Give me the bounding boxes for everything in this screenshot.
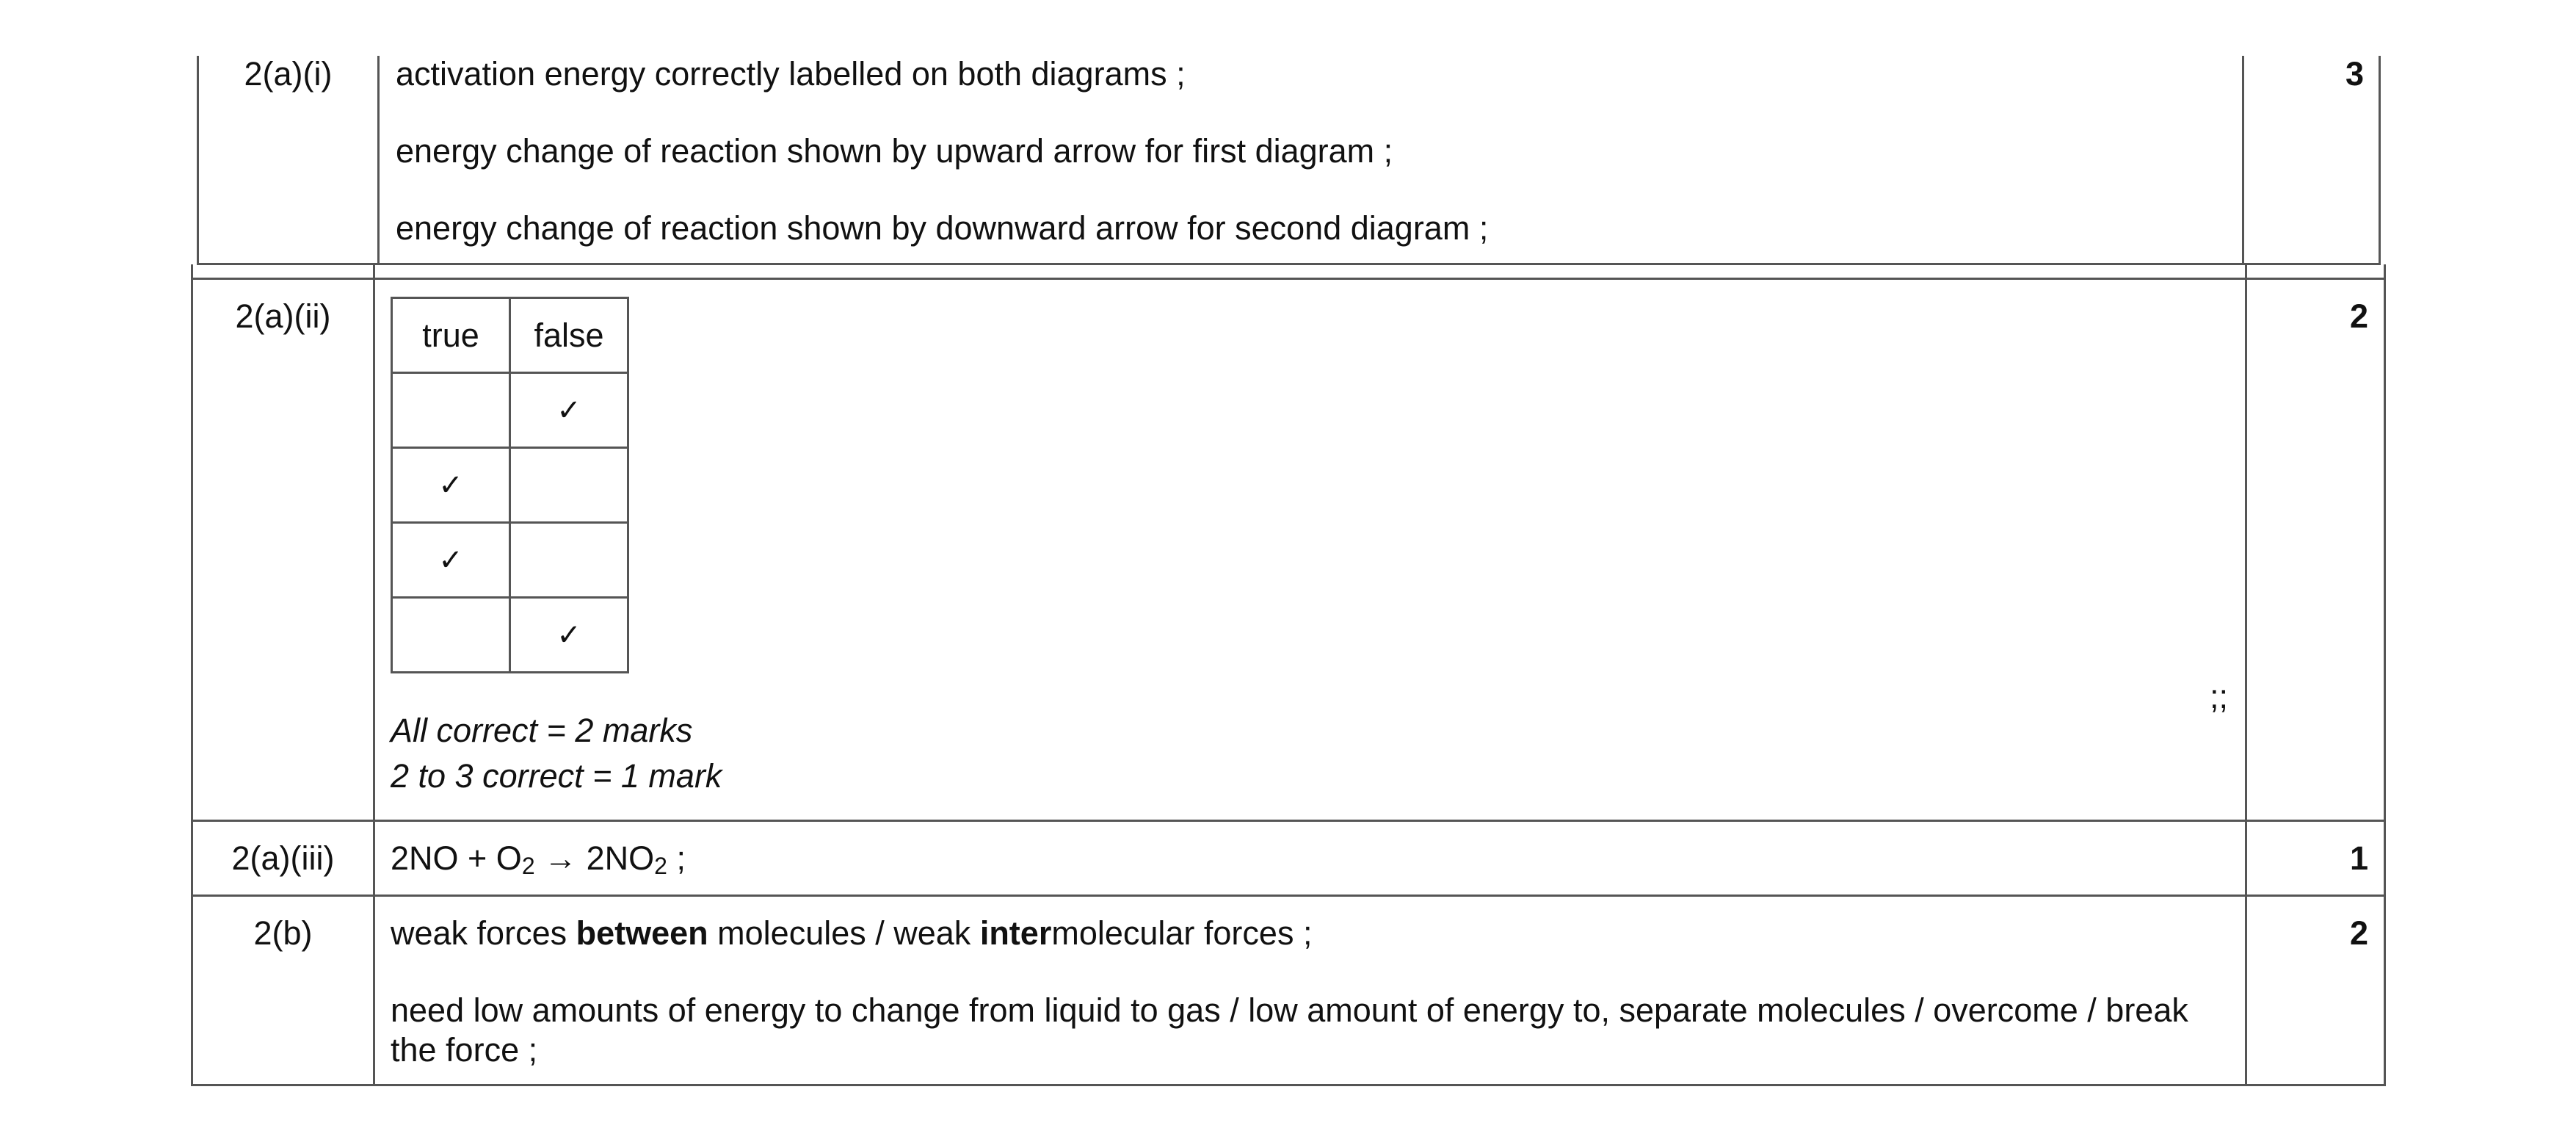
equation-subscript: 2 bbox=[654, 853, 667, 879]
answer-line-2-continued: the force ; bbox=[391, 1031, 538, 1069]
sep-right-tick bbox=[2384, 264, 2386, 279]
bold-run: inter bbox=[979, 914, 1052, 952]
row3-bottom-border bbox=[191, 895, 2386, 897]
row2-bottom-border bbox=[191, 820, 2386, 822]
true-cell bbox=[392, 598, 510, 673]
true-false-table bbox=[391, 297, 629, 673]
marks: 3 bbox=[2345, 55, 2364, 93]
mark-note-2: 2 to 3 correct = 1 mark bbox=[391, 757, 722, 795]
bold-run: between bbox=[576, 914, 708, 952]
row4-bottom-border bbox=[191, 1084, 2386, 1086]
rows-right-border bbox=[2384, 278, 2386, 1086]
sep-col2-tick bbox=[2245, 264, 2247, 279]
text-run: molecules / weak bbox=[708, 914, 980, 952]
answer-line-1: activation energy correctly labelled on both diagrams ; bbox=[396, 55, 1186, 93]
table-row bbox=[392, 373, 628, 448]
equation-part: 2NO + O bbox=[391, 839, 522, 877]
header-true: true bbox=[392, 298, 510, 373]
answer-line-2: need low amounts of energy to change from liquid to gas / low amount of energy to, separate molecules / overcome / break bbox=[391, 991, 2188, 1029]
question-number: 2(b) bbox=[253, 914, 313, 952]
chemical-equation bbox=[391, 839, 686, 878]
row1-col2-divider bbox=[2242, 56, 2244, 264]
table-row bbox=[392, 448, 628, 523]
answer-line-2: energy change of reaction shown by upward arrow for first diagram ; bbox=[396, 132, 1393, 170]
row1-bottom-border bbox=[197, 263, 2381, 265]
equation-part: → 2NO bbox=[534, 839, 655, 877]
marks: 2 bbox=[2349, 914, 2368, 952]
false-cell bbox=[510, 448, 628, 523]
marks: 1 bbox=[2349, 839, 2368, 877]
true-cell: ✓ bbox=[392, 448, 510, 523]
false-cell: ✓ bbox=[510, 598, 628, 673]
mark-note-1: All correct = 2 marks bbox=[391, 712, 693, 749]
semicolons: ;; bbox=[2210, 678, 2229, 715]
true-cell: ✓ bbox=[392, 523, 510, 598]
false-cell: ✓ bbox=[510, 373, 628, 448]
answer-line-1 bbox=[391, 914, 1312, 953]
false-cell bbox=[510, 523, 628, 598]
equation-part: ; bbox=[667, 839, 686, 877]
row1-right-border bbox=[2379, 56, 2381, 264]
question-number: 2(a)(iii) bbox=[231, 839, 335, 877]
true-cell bbox=[392, 373, 510, 448]
header-false: false bbox=[510, 298, 628, 373]
rows-col1-divider bbox=[373, 278, 375, 1086]
row2-top-border bbox=[191, 278, 2386, 280]
text-run: molecular forces ; bbox=[1051, 914, 1313, 952]
table-row bbox=[392, 523, 628, 598]
sep-left-tick bbox=[191, 264, 193, 279]
table-header-row bbox=[392, 298, 628, 373]
question-number: 2(a)(ii) bbox=[235, 297, 331, 335]
marks: 2 bbox=[2349, 297, 2368, 335]
answer-line-3: energy change of reaction shown by downward arrow for second diagram ; bbox=[396, 209, 1489, 247]
rows-left-border bbox=[191, 278, 193, 1086]
question-number: 2(a)(i) bbox=[244, 55, 333, 93]
row1-col1-divider bbox=[377, 56, 380, 264]
table-row bbox=[392, 598, 628, 673]
text-run: weak forces bbox=[391, 914, 576, 952]
sep-col1-tick bbox=[373, 264, 375, 279]
equation-subscript: 2 bbox=[521, 853, 535, 879]
rows-col2-divider bbox=[2245, 278, 2247, 1086]
